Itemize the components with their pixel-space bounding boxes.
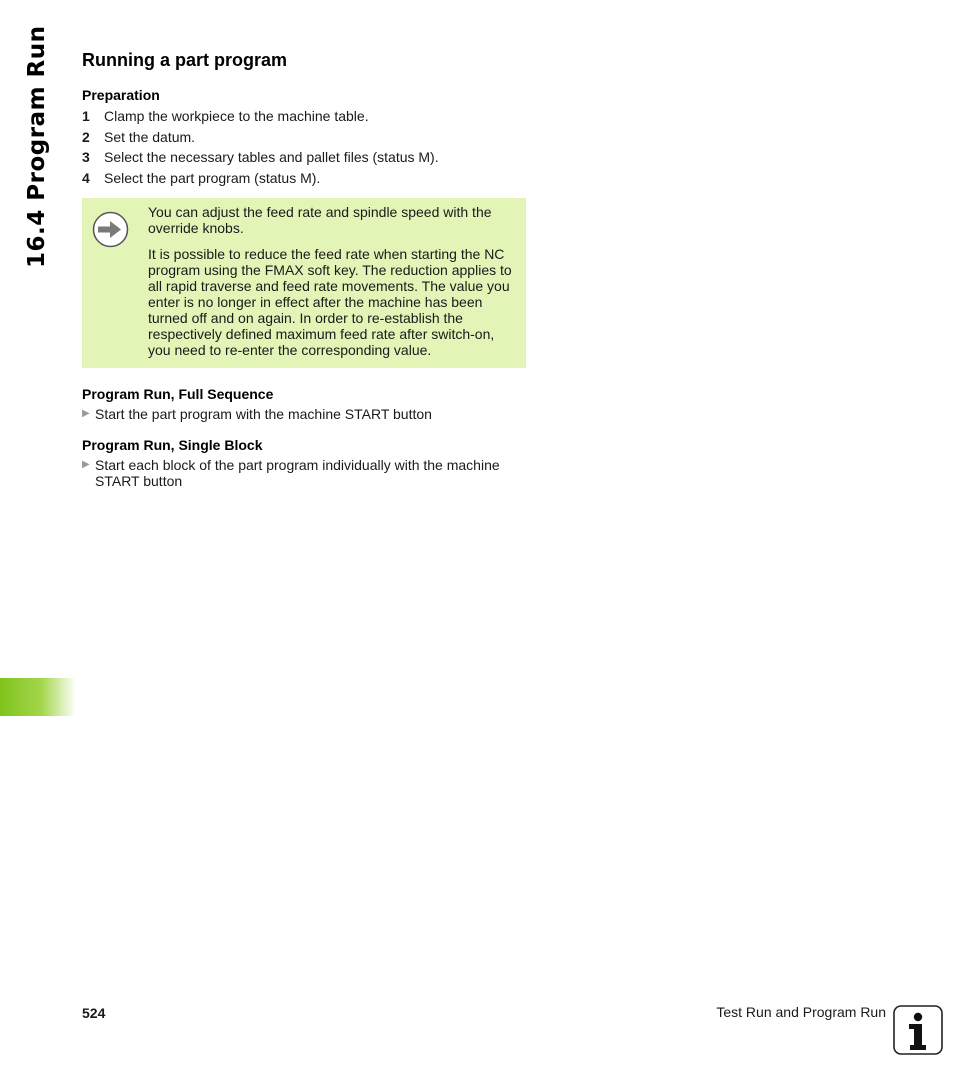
step-number: 4 [82, 169, 90, 186]
arrow-right-icon [92, 211, 129, 248]
step-text: Clamp the workpiece to the machine table. [104, 108, 369, 124]
preparation-heading: Preparation [82, 87, 160, 103]
triangle-bullet-icon: ▶ [82, 459, 90, 470]
step-text: Select the necessary tables and pallet files (status M). [104, 149, 439, 165]
step-text: Select the part program (status M). [104, 169, 321, 186]
info-icon [893, 1005, 943, 1055]
page-title: Running a part program [82, 50, 288, 70]
note-paragraph: It is possible to reduce the feed rate when starting the NC program using the FMAX soft key. The reduction applies to all rapid traverse and feed rate movements. The value you enter is no longer in effect after the machine has been turned off and on again. In order to re-establish the respectively defined maximum feed rate after switch-on, you need to re-enter the corresponding value. [148, 246, 512, 358]
note-box [82, 198, 526, 368]
preparation-steps [82, 106, 526, 188]
step-number: 3 [82, 149, 90, 165]
list-item [82, 147, 526, 168]
bullet-text: Start each block of the part program individually with the machine START button [95, 457, 500, 489]
single-block-bullet [82, 457, 526, 489]
list-item [82, 106, 526, 127]
full-sequence-bullet [82, 406, 526, 422]
main-content [82, 48, 526, 489]
triangle-bullet-icon: ▶ [82, 408, 90, 419]
step-text: Set the datum. [104, 128, 196, 145]
step-number: 2 [82, 128, 90, 145]
full-sequence-heading: Program Run, Full Sequence [82, 386, 274, 402]
note-paragraph: You can adjust the feed rate and spindle speed with the override knobs. [148, 204, 492, 236]
single-block-heading: Program Run, Single Block [82, 437, 263, 453]
list-item [82, 168, 526, 189]
page-number: 524 [82, 1005, 106, 1021]
bullet-text: Start the part program with the machine START button [95, 406, 432, 422]
step-number: 1 [82, 108, 90, 124]
footer-chapter-title: Test Run and Program Run [716, 1004, 886, 1020]
chapter-tab-marker [0, 678, 76, 716]
chapter-side-title: 16.4 Program Run [24, 25, 50, 268]
list-item [82, 127, 526, 148]
